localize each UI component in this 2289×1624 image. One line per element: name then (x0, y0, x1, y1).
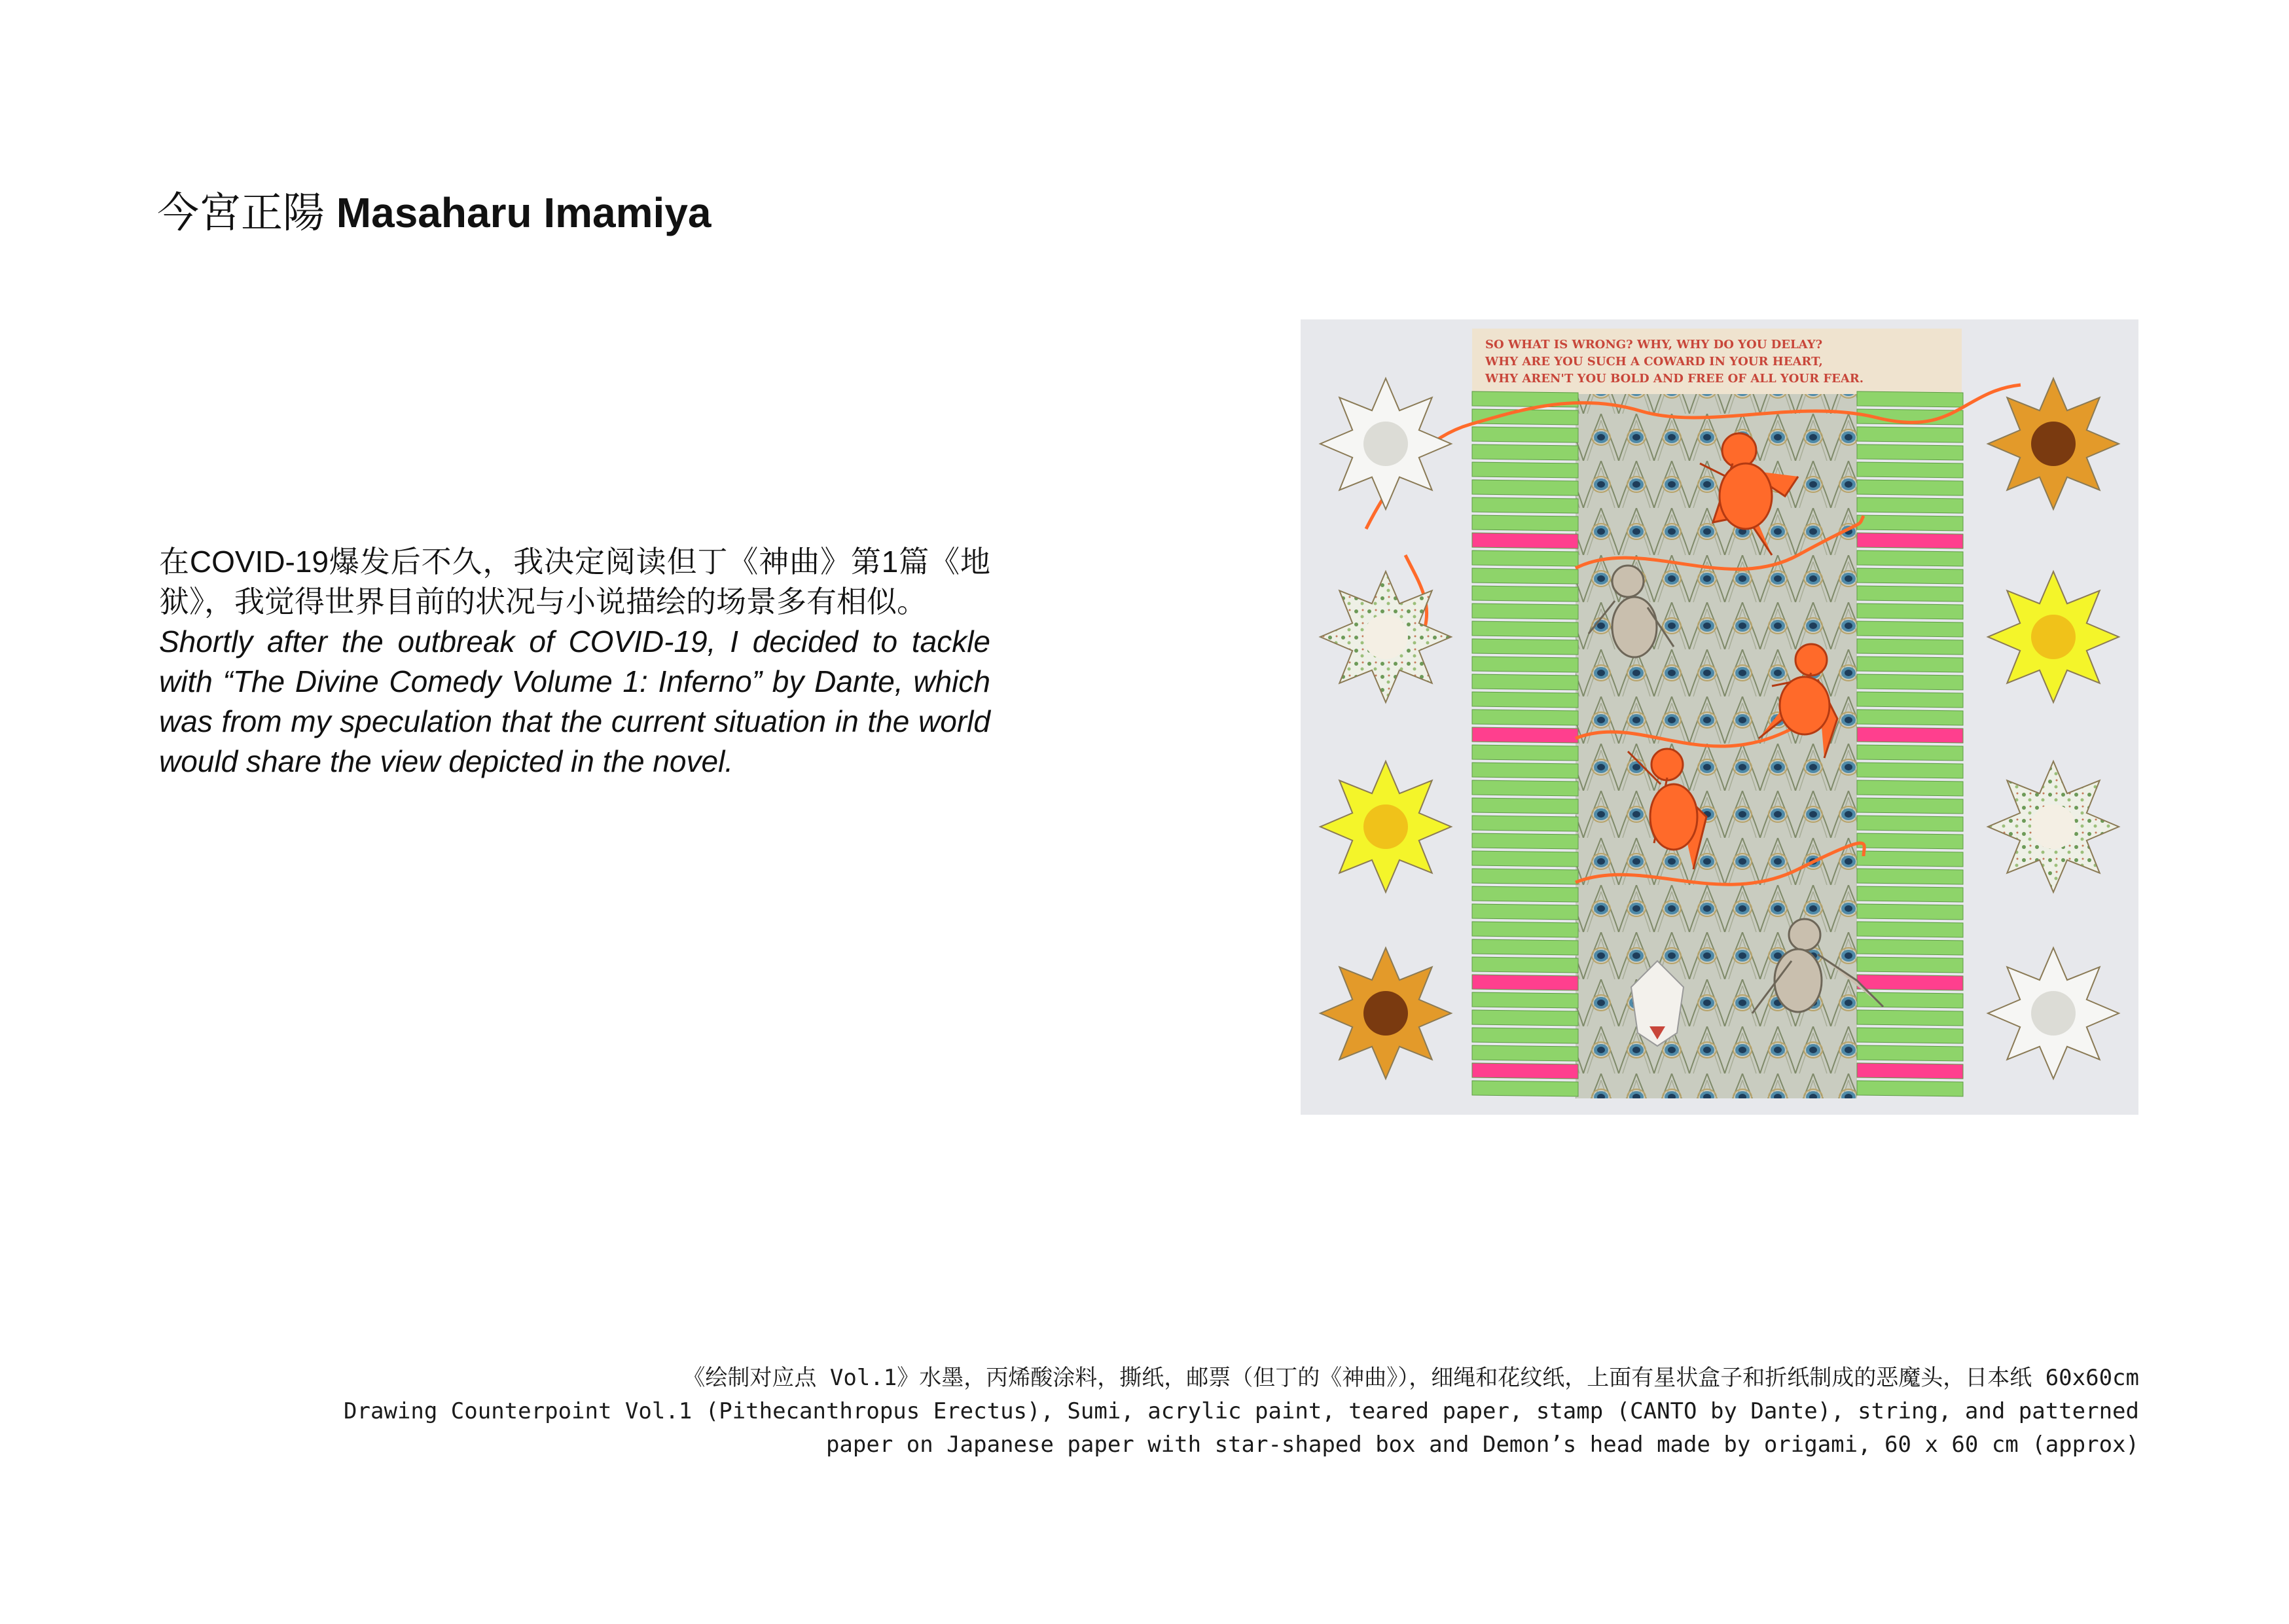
yellow-origami-star (1988, 571, 2119, 702)
paper-strip (1857, 798, 1963, 814)
paper-strip (1857, 1081, 1963, 1096)
paper-strip (1857, 745, 1963, 761)
inscription-line-3: WHY AREN'T YOU BOLD AND FREE OF ALL YOUR FEAR. (1485, 372, 1864, 386)
caption-english-line-2: paper on Japanese paper with star-shaped box and Demon’s head made by origami, 60 x 60 cm (approx) (825, 1432, 2139, 1458)
artist-name-latin: Masaharu Imamiya (336, 189, 712, 236)
paper-strip (1472, 1081, 1578, 1096)
paper-strip (1472, 1010, 1578, 1026)
paper-strip (1857, 427, 1963, 442)
artwork-illustration (1301, 319, 2138, 1115)
paper-strip (1472, 833, 1578, 849)
paper-strip (1857, 692, 1963, 708)
paper-strip (1857, 992, 1963, 1008)
paper-strip (1857, 1063, 1963, 1079)
paper-strip (1472, 462, 1578, 478)
inscription-line-1: SO WHAT IS WRONG? WHY, WHY DO YOU DELAY? (1485, 338, 1823, 352)
paper-strip (1472, 745, 1578, 761)
paper-strip (1857, 816, 1963, 831)
paper-strip (1472, 550, 1578, 566)
paper-strip (1857, 515, 1963, 531)
paper-strip (1472, 586, 1578, 602)
white-origami-star (1988, 948, 2119, 1079)
paper-strip (1857, 727, 1963, 743)
paper-strip (1857, 763, 1963, 778)
statement-chinese: 在COVID-19爆发后不久，我决定阅读但丁《神曲》第1篇《地狱》，我觉得世界目前的状况与小说描绘的场景多有相似。 (159, 545, 990, 619)
right-paper-strips (1857, 391, 1963, 1096)
paper-strip (1857, 480, 1963, 496)
paper-strip (1857, 604, 1963, 619)
paper-strip (1472, 497, 1578, 513)
patterned-origami-star (1320, 571, 1451, 702)
paper-strip (1472, 939, 1578, 955)
inscription-line-2: WHY ARE YOU SUCH A COWARD IN YOUR HEART, (1485, 355, 1823, 369)
paper-strip (1857, 444, 1963, 460)
paper-strip (1857, 462, 1963, 478)
paper-strip (1472, 816, 1578, 831)
paper-strip (1472, 568, 1578, 584)
paper-strip (1857, 904, 1963, 920)
paper-strip (1857, 533, 1963, 549)
orange-origami-star (1320, 948, 1451, 1079)
paper-strip (1472, 1063, 1578, 1079)
paper-strip (1857, 1045, 1963, 1061)
paper-strip (1857, 1028, 1963, 1043)
paper-strip (1472, 639, 1578, 655)
paper-strip (1472, 957, 1578, 973)
paper-strip (1857, 922, 1963, 937)
paper-strip (1857, 586, 1963, 602)
artist-statement (159, 542, 990, 782)
paper-strip (1857, 833, 1963, 849)
paper-strip (1857, 391, 1963, 407)
paper-strip (1472, 515, 1578, 531)
paper-strip (1857, 657, 1963, 672)
paper-strip (1857, 497, 1963, 513)
paper-strip (1472, 904, 1578, 920)
paper-strip (1472, 798, 1578, 814)
paper-strip (1472, 780, 1578, 796)
patterned-origami-star (1988, 761, 2119, 892)
paper-strip (1857, 869, 1963, 884)
paper-strip (1857, 780, 1963, 796)
statement-english: Shortly after the outbreak of COVID-19, I decided to tackle with “The Divine Comedy Volume 1: Inferno” by Dante, which was from my speculation that the current situation in the world would share the view depicted in the novel. (159, 624, 990, 778)
paper-strip (1472, 1045, 1578, 1061)
paper-strip (1472, 727, 1578, 743)
artwork-image (1301, 319, 2138, 1115)
paper-strip (1857, 975, 1963, 990)
paper-strip (1472, 480, 1578, 496)
paper-strip (1857, 851, 1963, 867)
paper-strip (1472, 886, 1578, 902)
paper-strip (1472, 692, 1578, 708)
artist-name (157, 187, 712, 239)
paper-strip (1472, 657, 1578, 672)
paper-strip (1472, 710, 1578, 725)
artist-name-cjk: 今宮正陽 (157, 189, 325, 236)
paper-strip (1472, 922, 1578, 937)
white-origami-star (1320, 378, 1451, 509)
paper-strip (1472, 533, 1578, 549)
paper-strip (1472, 409, 1578, 425)
paper-strip (1857, 957, 1963, 973)
paper-strip (1472, 869, 1578, 884)
paper-strip (1472, 975, 1578, 990)
paper-strip (1472, 621, 1578, 637)
paper-strip (1472, 604, 1578, 619)
paper-strip (1472, 1028, 1578, 1043)
paper-strip (1857, 674, 1963, 690)
paper-strip (1472, 444, 1578, 460)
paper-strip (1857, 639, 1963, 655)
paper-strip (1857, 886, 1963, 902)
caption-chinese: 《绘制对应点 Vol.1》水墨，丙烯酸涂料，撕纸，邮票（但丁的《神曲》），细绳和花纹纸，上面有星状盒子和折纸制成的恶魔头，日本纸 60x60cm (683, 1365, 2139, 1391)
paper-strip (1472, 851, 1578, 867)
artwork-caption (110, 1362, 2139, 1462)
paper-strip (1857, 939, 1963, 955)
paper-strip (1857, 1010, 1963, 1026)
paper-strip (1472, 992, 1578, 1008)
orange-origami-star (1988, 378, 2119, 509)
paper-strip (1857, 710, 1963, 725)
paper-strip (1857, 550, 1963, 566)
paper-strip (1472, 674, 1578, 690)
paper-strip (1857, 621, 1963, 637)
left-paper-strips (1472, 391, 1578, 1096)
paper-strip (1472, 763, 1578, 778)
yellow-origami-star (1320, 761, 1451, 892)
paper-strip (1857, 568, 1963, 584)
caption-english-line-1: Drawing Counterpoint Vol.1 (Pithecanthropus Erectus), Sumi, acrylic paint, teared paper, stamp (CANTO by Dante), string, and patterned (344, 1398, 2139, 1424)
paper-strip (1472, 427, 1578, 442)
